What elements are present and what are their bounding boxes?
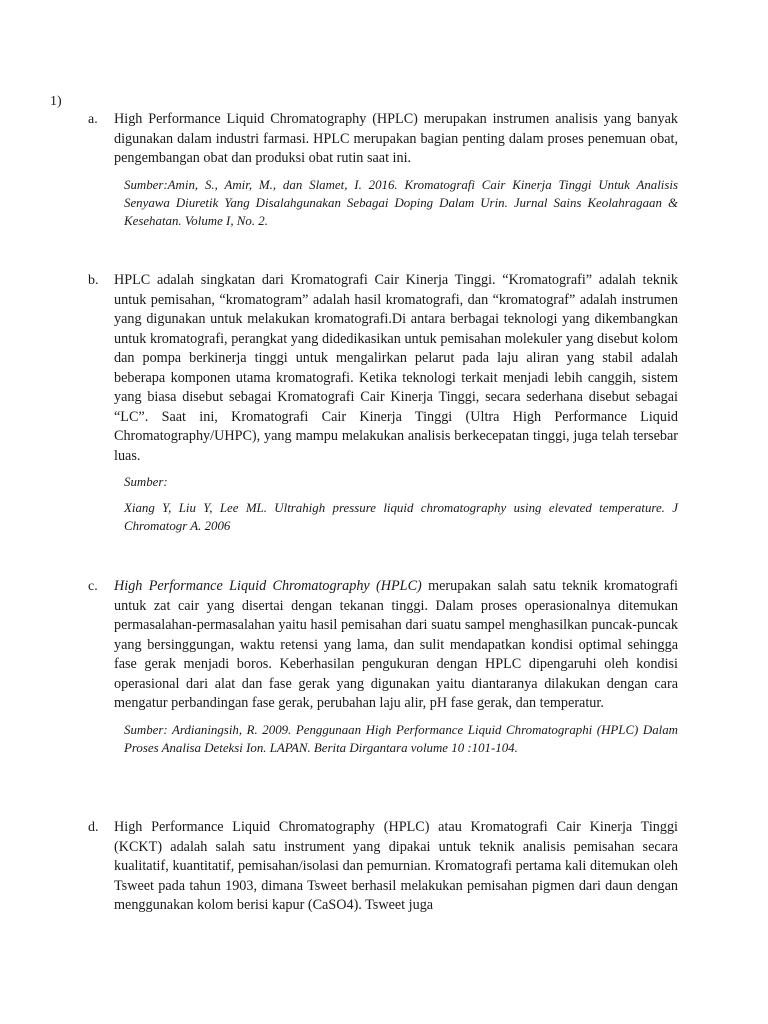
list-item-c [88, 577, 678, 757]
source-citation [124, 721, 678, 757]
item-text: HPLC adalah singkatan dari Kromatografi Cair Kinerja Tinggi. “Kromatografi” adalah teknik untuk pemisahan, “kromatogram” adalah hasil kromatografi, dan “kromatograf” adalah instrumen yang digunakan untuk melakukan kromatografi.Di antara berbagai teknologi yang dikembangkan untuk kromatografi, perangkat yang didedikasikan untuk pemisahan molekuler yang disebut kolom dan pompa berkinerja tinggi untuk mengalirkan pelarut pada laju aliran yang stabil adalah beberapa komponen utama kromatografi. Ketika teknologi terkait menjadi lebih canggih, sistem yang biasa disebut sebagai Kromatografi Cair Kinerja Tinggi, secara sederhana disebut sebagai “LC”. Saat ini, Kromatografi Cair Kinerja Tinggi (Ultra High Performance Liquid Chromatography/UHPC), yang mampu melakukan analisis berkecepatan tinggi, juga telah tersebar luas. [114, 272, 678, 464]
source-text: Xiang Y, Liu Y, Lee ML. Ultrahigh pressure liquid chromatography using elevated temperature. J Chromatogr A. 2006 [124, 501, 678, 533]
item-text-italic: High Performance Liquid Chromatography (HPLC) [114, 578, 422, 594]
list-item-b [88, 271, 678, 535]
item-text: High Performance Liquid Chromatography (HPLC) atau Kromatografi Cair Kinerja Tinggi (KCKT) adalah salah satu instrument yang dipakai untuk teknik analisis pemisahan secara kualitatif, kuantitatif, pemisahan/isolasi dan pemurnian. Kromatografi pertama kali ditemukan oleh Tsweet pada tahun 1903, dimana Tsweet berhasil melakukan pemisahan pigmen dari daun dengan menggunakan kolom berisi kapur (CaSO4). Tsweet juga [114, 819, 678, 913]
item-letter: c. [88, 579, 98, 594]
source-label: Sumber: [124, 475, 168, 489]
list-item-a [88, 110, 678, 230]
item-text: High Performance Liquid Chromatography (HPLC) merupakan instrumen analisis yang banyak digunakan dalam industri farmasi. HPLC merupakan bagian penting dalam proses penemuan obat, pengembangan obat dan produksi obat rutin saat ini. [114, 111, 678, 166]
source-citation [124, 176, 678, 230]
item-text-rest: merupakan salah satu teknik kromatografi untuk zat cair yang disertai dengan tekanan tinggi. Dalam proses operasionalnya ditemukan permasalahan-permasalahan yaitu hasil pemisahan dari suatu sampel menghasilkan puncak-puncak yang bersinggungan, waktu retensi yang lama, dan sulit mendapatkan kondisi optimal sehingga fase gerak menjadi boros. Keberhasilan pengukuran dengan HPLC dipengaruhi oleh kondisi operasional dari alat dan fase gerak yang digunakan yaitu diantaranya dilakukan dengan cara mengatur perbandingan fase gerak, perubahan laju alir, pH fase gerak, dan temperatur. [114, 578, 678, 711]
item-letter: a. [88, 112, 98, 127]
question-number: 1) [50, 94, 62, 109]
item-text [114, 577, 678, 714]
item-letter: b. [88, 273, 99, 288]
item-letter: d. [88, 820, 99, 835]
source-citation [124, 473, 678, 535]
source-text: Sumber: Ardianingsih, R. 2009. Penggunaan High Performance Liquid Chromatographi (HPLC) Dalam Proses Analisa Deteksi Ion. LAPAN. Berita Dirgantara volume 10 :101-104. [124, 722, 678, 755]
source-text: Sumber:Amin, S., Amir, M., dan Slamet, I. 2016. Kromatografi Cair Kinerja Tinggi Untuk Analisis Senyawa Diuretik Yang Disalahgunakan Sebagai Doping Dalam Urin. Jurnal Sains Keolahragaan & Kesehatan. Volume I, No. 2. [124, 177, 678, 228]
list-item-d [88, 818, 678, 916]
